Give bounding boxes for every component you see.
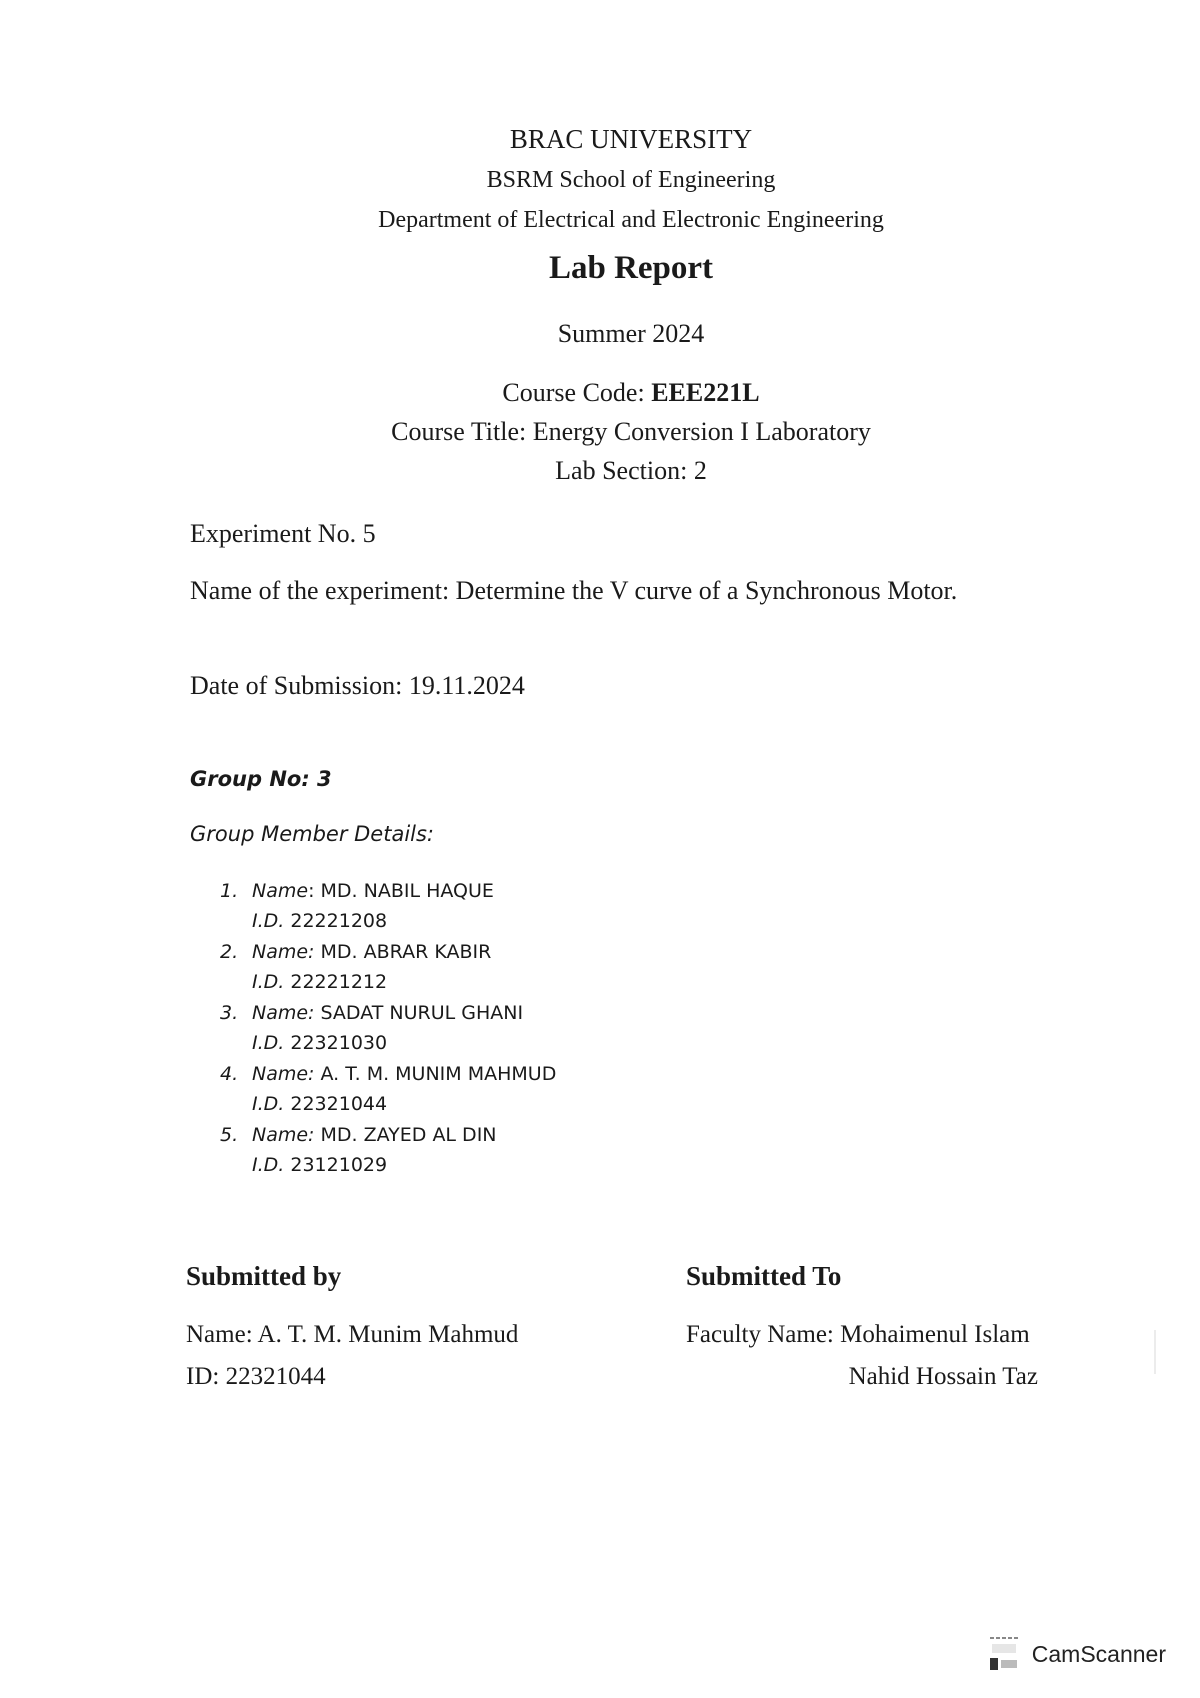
member-name: MD. ZAYED AL DIN [320, 1124, 497, 1146]
lab-section: 2 [693, 456, 707, 485]
name-label: Name: [252, 941, 315, 963]
camscanner-text: CamScanner [1031, 1640, 1166, 1667]
member-name: A. T. M. MUNIM MAHMUD [320, 1063, 557, 1085]
name-label: Name: [252, 1063, 315, 1085]
submitted-by-heading: Submitted by [186, 1261, 342, 1291]
member-id: 22221212 [290, 971, 388, 993]
lab-section-line [0, 452, 1200, 490]
submitter-name: Name: A. T. M. Munim Mahmud [186, 1321, 519, 1348]
list-item [220, 1059, 556, 1120]
name-separator: : [308, 880, 321, 902]
member-name: MD. ABRAR KABIR [320, 941, 492, 963]
report-title: Lab Report [548, 250, 714, 286]
id-label: I.D. [252, 910, 285, 932]
list-item [220, 998, 556, 1059]
lab-section-label: Lab Section: [555, 456, 694, 485]
member-name: MD. NABIL HAQUE [320, 880, 494, 902]
submitted-to-heading: Submitted To [686, 1261, 842, 1291]
member-list [220, 876, 556, 1181]
member-id: 22321044 [290, 1093, 388, 1115]
member-number: 5. [220, 1124, 239, 1146]
member-id: 22221208 [290, 910, 388, 932]
list-item [220, 876, 556, 937]
experiment-name: Name of the experiment: Determine the V curve of a Synchronous Motor. [190, 576, 958, 605]
experiment-number: Experiment No. 5 [190, 519, 376, 548]
member-id: 23121029 [290, 1154, 388, 1176]
member-number: 4. [220, 1063, 239, 1085]
id-label: I.D. [252, 971, 285, 993]
member-number: 2. [220, 941, 239, 963]
list-item [220, 937, 556, 998]
course-code-line [0, 374, 1200, 412]
id-label: I.D. [252, 1154, 285, 1176]
report-header [0, 118, 1200, 490]
group-number: Group No: 3 [190, 767, 332, 791]
faculty-second-name: Nahid Hossain Taz [848, 1363, 1038, 1390]
name-label: Name [252, 880, 309, 902]
submitted-by-section [186, 1256, 626, 1398]
name-label: Name: [252, 1124, 315, 1146]
camscanner-logo-icon [984, 1634, 1024, 1674]
member-id: 22321030 [290, 1032, 388, 1054]
school-name: BSRM School of Engineering [486, 167, 776, 193]
submitted-to-section [686, 1256, 1038, 1398]
id-label: I.D. [252, 1032, 285, 1054]
member-name: SADAT NURUL GHANI [320, 1002, 524, 1024]
faculty-name: Faculty Name: Mohaimenul Islam [686, 1321, 1030, 1348]
course-code-label: Course Code: [502, 378, 652, 407]
course-title: Course Title: Energy Conversion I Laboratory [391, 417, 871, 446]
submission-date: Date of Submission: 19.11.2024 [190, 671, 525, 700]
term: Summer 2024 [557, 319, 705, 348]
submitter-id: ID: 22321044 [186, 1363, 326, 1390]
list-item [220, 1120, 556, 1181]
university-name: BRAC UNIVERSITY [509, 124, 753, 154]
department-name: Department of Electrical and Electronic Engineering [378, 207, 884, 233]
member-number: 1. [220, 880, 239, 902]
group-details-label: Group Member Details: [190, 822, 435, 846]
id-label: I.D. [252, 1093, 285, 1115]
member-number: 3. [220, 1002, 239, 1024]
camscanner-watermark [984, 1632, 1166, 1676]
scan-edge-artifact [1154, 1330, 1156, 1374]
course-code: EEE221L [651, 378, 760, 407]
name-label: Name: [252, 1002, 315, 1024]
